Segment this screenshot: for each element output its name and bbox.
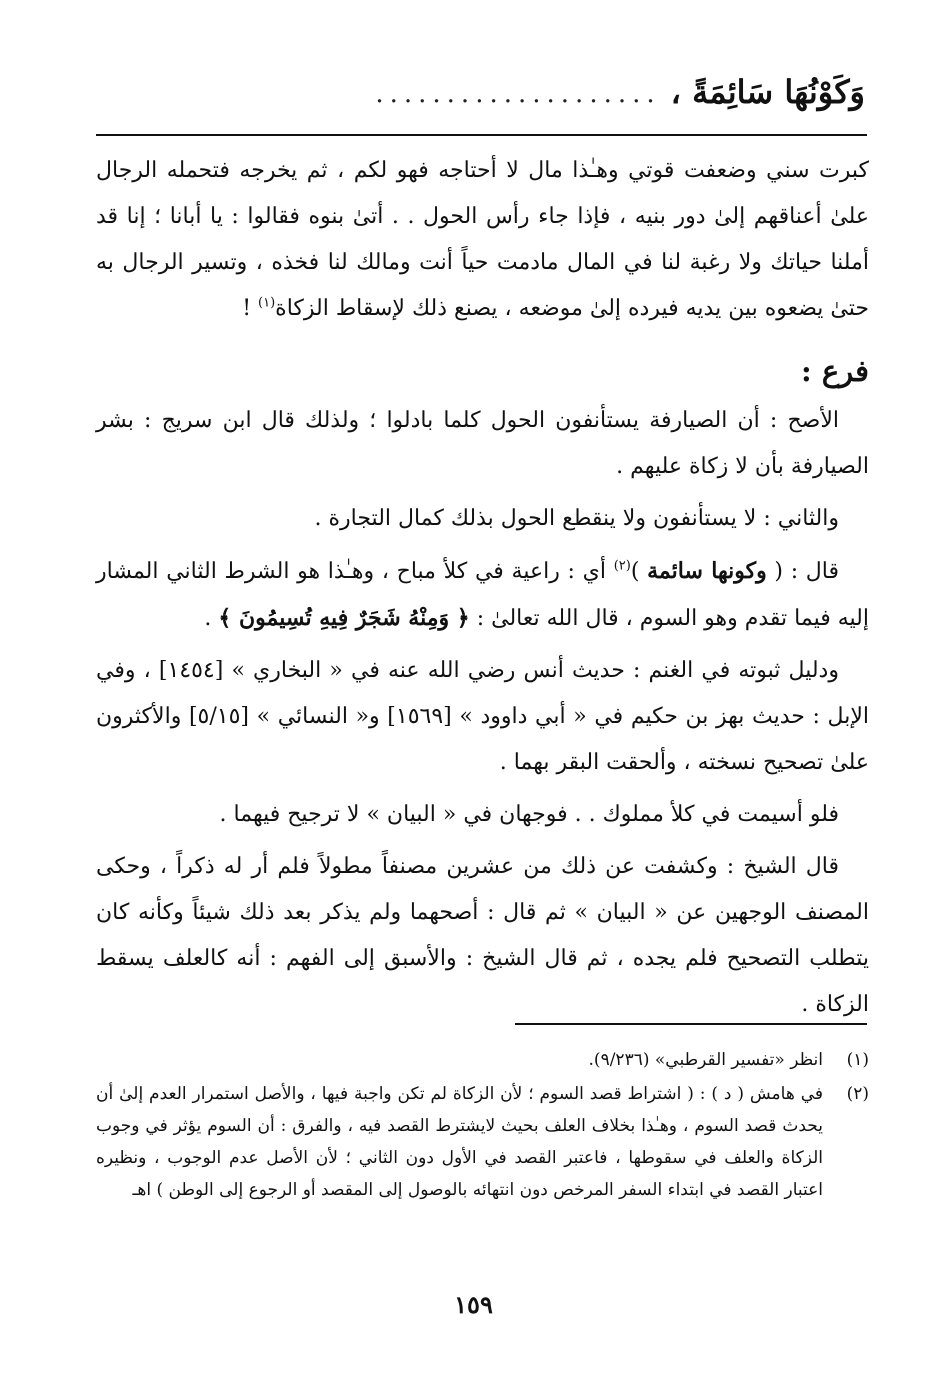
footnote-number: (٢) — [846, 1084, 869, 1104]
running-head-title: وَكَوْنُهَا سَائِمَةً ، — [670, 73, 865, 111]
paragraph-4 — [96, 548, 869, 642]
paragraph-2: الأصح : أن الصيارفة يستأنفون الحول كلما بادلوا ؛ ولذلك قال ابن سريج : بشر الصيارفة بأن لا زكاة عليهم . — [96, 408, 869, 479]
footnote-ref-1[interactable]: (١) — [258, 295, 276, 311]
quran-verse: ﴿ وَمِنْهُ شَجَرٌ فِيهِ تُسِيمُونَ ﴾ — [218, 605, 470, 631]
section-heading-far: فرع : — [801, 354, 869, 388]
paragraph-4-close: ) — [630, 559, 648, 584]
paragraph-4-text: أي : راعية في كلأ مباح ، وهـٰذا هو الشرط الثاني المشار إليه فيما تقدم وهو السوم ، قال الله تعالىٰ : — [96, 559, 869, 631]
matn-quote: وكونها سائمة — [647, 558, 767, 584]
footnote-text: انظر «تفسير القرطبي» (٩/٢٣٦). — [588, 1050, 823, 1070]
header-rule — [96, 134, 867, 136]
footnote-number: (١) — [846, 1050, 869, 1070]
running-head — [100, 66, 865, 112]
footnote-2 — [96, 1078, 869, 1206]
main-text — [96, 148, 869, 1028]
footnote-ref-2[interactable]: (٢) — [613, 558, 631, 574]
paragraph-7: قال الشيخ : وكشفت عن ذلك من عشرين مصنفاً مطولاً فلم أر له ذكراً ، وحكى المصنف الوجهين عن « البيان » ثم قال : أصحهما ولم يذكر بعد ذلك شيئاً وكأنه كان يتطلب التصحيح فلم يجده ، ثم قال الشيخ : والأسبق إلى الفهم : أنه كالعلف يسقط الزكاة . — [96, 854, 869, 1017]
paragraph-4-end: . — [204, 606, 219, 631]
paragraph-1 — [96, 148, 869, 332]
paragraph-3: والثاني : لا يستأنفون ولا ينقطع الحول بذلك كمال التجارة . — [314, 506, 839, 531]
footnotes — [96, 1044, 869, 1208]
running-head-dots: .................... — [375, 79, 661, 109]
paragraph-4-open: قال : ( — [766, 559, 840, 584]
paragraph-6: فلو أسيمت في كلأ مملوك . . فوجهان في « البيان » لا ترجيح فيهما . — [219, 802, 839, 827]
paragraph-5: ودليل ثبوته في الغنم : حديث أنس رضي الله عنه في « البخاري » [١٤٥٤] ، وفي الإبل : حديث بهز بن حكيم في « أبي داوود » [١٥٦٩] و« النسائي » [٥/١٥] والأكثرون علىٰ تصحيح نسخته ، وألحقت البقر بهما . — [96, 658, 869, 775]
footnote-text: في هامش ( د ) : ( اشتراط قصد السوم ؛ لأن الزكاة لم تكن واجبة فيها ، والأصل استمرار العدم إلىٰ أن يحدث قصد السوم ، وهـٰذا بخلاف العلف بحيث لايشترط القصد فيه ، والفرق : أن السوم يؤثر في وجوب الزكاة والعلف في سقوطها ، فاعتبر القصد في الأول دون الثاني ؛ لأن الأصل عدم الوجوب ، ونظيره اعتبار القصد في ابتداء السفر المرخص دون انتهائه بالوصول إلى المقصد أو الرجوع إلى الوطن ) اهـ — [96, 1084, 823, 1200]
footnote-1 — [96, 1044, 869, 1076]
paragraph-1-text: كبرت سني وضعفت قوتي وهـٰذا مال لا أحتاجه فهو لكم ، ثم يخرجه فتحمله الرجال علىٰ أعناقهم إلىٰ دور بنيه ، فإذا جاء رأس الحول . . أتىٰ بنوه فقالوا : يا أبانا ؛ إنا قد أملنا حياتك ولا رغبة لنا في المال مادمت حياً أنت ومالك لنا فخذه ، وتسير الرجال به حتىٰ يضعوه بين يديه فيرده إلىٰ موضعه ، يصنع ذلك لإسقاط الزكاة — [96, 158, 869, 321]
footnote-rule — [515, 1023, 867, 1025]
page-number: ١٥٩ — [454, 1290, 493, 1319]
paragraph-1-end: ! — [242, 296, 259, 321]
